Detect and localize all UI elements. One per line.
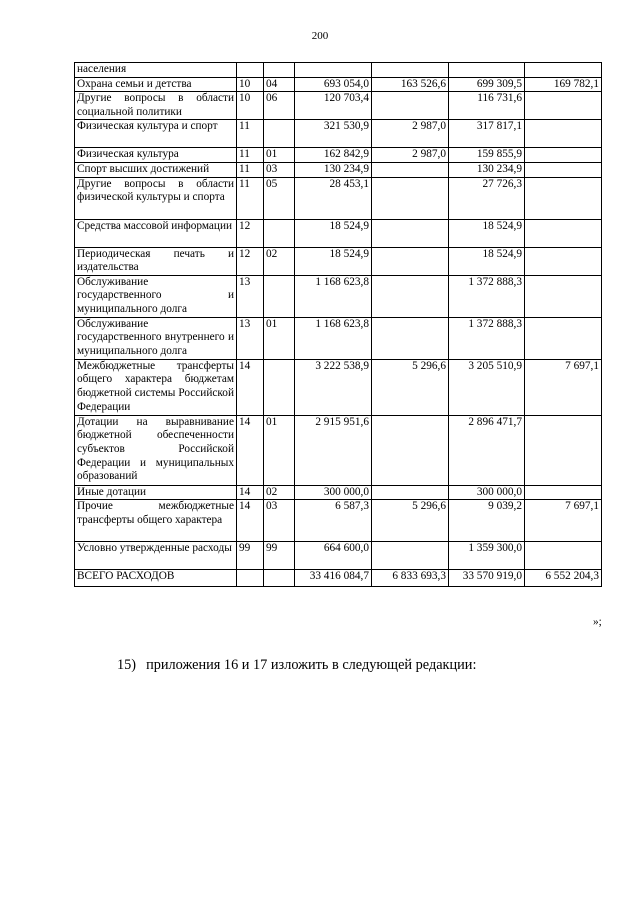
- row-value-year2-subventions: 7 697,1: [525, 500, 602, 542]
- row-name-cell: Спорт высших достижений: [75, 162, 237, 177]
- row-value-year1: 1 168 623,8: [295, 275, 372, 317]
- table-row: [75, 92, 602, 120]
- row-subsection-code: 02: [264, 247, 295, 275]
- row-value-year1-subventions: [372, 415, 449, 485]
- row-value-year1: 300 000,0: [295, 485, 372, 500]
- row-value-year1-subventions: 6 833 693,3: [372, 570, 449, 587]
- table-row: [75, 148, 602, 163]
- row-value-year2-subventions: [525, 120, 602, 148]
- table-row: [75, 275, 602, 317]
- row-value-year1-subventions: [372, 219, 449, 247]
- row-value-year2-subventions: 7 697,1: [525, 359, 602, 415]
- row-value-year1: 693 054,0: [295, 77, 372, 92]
- row-value-year1: 130 234,9: [295, 162, 372, 177]
- row-value-year2: 159 855,9: [449, 148, 525, 163]
- table-row: [75, 63, 602, 78]
- row-value-year1-subventions: 2 987,0: [372, 148, 449, 163]
- row-value-year2: 699 309,5: [449, 77, 525, 92]
- row-name-cell: Средства массовой информации: [75, 219, 237, 247]
- row-value-year2-subventions: [525, 275, 602, 317]
- row-value-year1-subventions: [372, 92, 449, 120]
- row-name-cell: Прочие межбюджетные трансферты общего характера: [75, 500, 237, 542]
- row-name-cell: Межбюджетные трансферты общего характера бюджетам бюджетной системы Российской Федерации: [75, 359, 237, 415]
- row-subsection-code: 01: [264, 148, 295, 163]
- table-row: [75, 570, 602, 587]
- row-section-code: 14: [237, 500, 264, 542]
- table-row: [75, 359, 602, 415]
- row-value-year2: 27 726,3: [449, 177, 525, 219]
- row-name-cell: ВСЕГО РАСХОДОВ: [75, 570, 237, 587]
- row-subsection-code: [264, 359, 295, 415]
- row-name-cell: Физическая культура: [75, 148, 237, 163]
- row-value-year2: 18 524,9: [449, 219, 525, 247]
- row-value-year2-subventions: [525, 542, 602, 570]
- row-subsection-code: 04: [264, 77, 295, 92]
- row-value-year1: 664 600,0: [295, 542, 372, 570]
- row-value-year2: 1 372 888,3: [449, 317, 525, 359]
- row-value-year1: 2 915 951,6: [295, 415, 372, 485]
- row-value-year1-subventions: [372, 177, 449, 219]
- row-name-cell: Дотации на выравнивание бюджетной обеспеченности субъектов Российской Федерации и муниципальных образований: [75, 415, 237, 485]
- row-section-code: 14: [237, 485, 264, 500]
- row-section-code: 13: [237, 275, 264, 317]
- row-section-code: 12: [237, 247, 264, 275]
- row-value-year1-subventions: [372, 275, 449, 317]
- row-value-year2-subventions: [525, 219, 602, 247]
- row-value-year2: 2 896 471,7: [449, 415, 525, 485]
- row-value-year1: 6 587,3: [295, 500, 372, 542]
- row-value-year1-subventions: [372, 317, 449, 359]
- row-subsection-code: 99: [264, 542, 295, 570]
- row-section-code: 99: [237, 542, 264, 570]
- row-value-year1: 18 524,9: [295, 247, 372, 275]
- row-value-year2-subventions: [525, 247, 602, 275]
- row-value-year1: 18 524,9: [295, 219, 372, 247]
- row-value-year2-subventions: 169 782,1: [525, 77, 602, 92]
- row-subsection-code: [264, 275, 295, 317]
- row-value-year2: 130 234,9: [449, 162, 525, 177]
- row-value-year1-subventions: 163 526,6: [372, 77, 449, 92]
- amendment-paragraph: [117, 657, 476, 674]
- table-row: [75, 247, 602, 275]
- row-value-year2: 1 359 300,0: [449, 542, 525, 570]
- budget-table: [74, 62, 602, 587]
- row-value-year2-subventions: [525, 148, 602, 163]
- row-section-code: [237, 570, 264, 587]
- row-subsection-code: 02: [264, 485, 295, 500]
- row-value-year1: 162 842,9: [295, 148, 372, 163]
- row-name-cell: Физическая культура и спорт: [75, 120, 237, 148]
- row-name-cell: Обслуживание государственного и муниципального долга: [75, 275, 237, 317]
- row-value-year1: 28 453,1: [295, 177, 372, 219]
- row-value-year2: 18 524,9: [449, 247, 525, 275]
- row-subsection-code: [264, 570, 295, 587]
- row-value-year2: 116 731,6: [449, 92, 525, 120]
- row-value-year1: 321 530,9: [295, 120, 372, 148]
- row-subsection-code: 06: [264, 92, 295, 120]
- row-subsection-code: 01: [264, 317, 295, 359]
- paragraph-text: приложения 16 и 17 изложить в следующей редакции:: [146, 657, 477, 673]
- row-value-year2-subventions: [525, 415, 602, 485]
- row-subsection-code: 01: [264, 415, 295, 485]
- row-name-cell: населения: [75, 63, 237, 78]
- row-section-code: [237, 63, 264, 78]
- row-section-code: 11: [237, 177, 264, 219]
- row-value-year1-subventions: [372, 542, 449, 570]
- row-value-year1: 1 168 623,8: [295, 317, 372, 359]
- row-subsection-code: [264, 120, 295, 148]
- row-section-code: 11: [237, 162, 264, 177]
- table-row: [75, 177, 602, 219]
- row-value-year2-subventions: [525, 63, 602, 78]
- row-section-code: 11: [237, 148, 264, 163]
- row-value-year2: 33 570 919,0: [449, 570, 525, 587]
- table-row: [75, 77, 602, 92]
- row-value-year2-subventions: [525, 162, 602, 177]
- row-value-year2-subventions: [525, 317, 602, 359]
- paragraph-number: 15): [117, 657, 137, 673]
- row-value-year1: 33 416 084,7: [295, 570, 372, 587]
- row-value-year2: 9 039,2: [449, 500, 525, 542]
- row-value-year2-subventions: [525, 177, 602, 219]
- row-subsection-code: [264, 63, 295, 78]
- row-value-year2: 317 817,1: [449, 120, 525, 148]
- row-value-year2: 3 205 510,9: [449, 359, 525, 415]
- row-value-year1-subventions: [372, 162, 449, 177]
- table-row: [75, 500, 602, 542]
- row-value-year1-subventions: 5 296,6: [372, 359, 449, 415]
- table-row: [75, 219, 602, 247]
- row-value-year2: 300 000,0: [449, 485, 525, 500]
- table-row: [75, 542, 602, 570]
- table-row: [75, 485, 602, 500]
- row-value-year2-subventions: 6 552 204,3: [525, 570, 602, 587]
- row-subsection-code: 05: [264, 177, 295, 219]
- table-row: [75, 162, 602, 177]
- table-row: [75, 120, 602, 148]
- table-row: [75, 415, 602, 485]
- row-section-code: 10: [237, 92, 264, 120]
- row-value-year2-subventions: [525, 485, 602, 500]
- row-value-year1-subventions: [372, 247, 449, 275]
- row-value-year1: 120 703,4: [295, 92, 372, 120]
- row-subsection-code: 03: [264, 162, 295, 177]
- row-value-year2: 1 372 888,3: [449, 275, 525, 317]
- row-name-cell: Охрана семьи и детства: [75, 77, 237, 92]
- page-number: 200: [311, 30, 329, 42]
- row-value-year1-subventions: [372, 63, 449, 78]
- row-name-cell: Периодическая печать и издательства: [75, 247, 237, 275]
- row-section-code: 14: [237, 359, 264, 415]
- row-section-code: 11: [237, 120, 264, 148]
- row-subsection-code: 03: [264, 500, 295, 542]
- row-section-code: 10: [237, 77, 264, 92]
- row-value-year2-subventions: [525, 92, 602, 120]
- row-value-year1-subventions: 5 296,6: [372, 500, 449, 542]
- table-row: [75, 317, 602, 359]
- closing-quote-mark: »;: [593, 616, 602, 628]
- row-name-cell: Другие вопросы в области социальной политики: [75, 92, 237, 120]
- row-section-code: 14: [237, 415, 264, 485]
- row-name-cell: Иные дотации: [75, 485, 237, 500]
- row-value-year1-subventions: 2 987,0: [372, 120, 449, 148]
- row-subsection-code: [264, 219, 295, 247]
- row-name-cell: Другие вопросы в области физической культуры и спорта: [75, 177, 237, 219]
- row-value-year1: 3 222 538,9: [295, 359, 372, 415]
- row-value-year1: [295, 63, 372, 78]
- row-value-year2: [449, 63, 525, 78]
- row-name-cell: Условно утвержденные расходы: [75, 542, 237, 570]
- row-section-code: 12: [237, 219, 264, 247]
- row-name-cell: Обслуживание государственного внутреннего и муниципального долга: [75, 317, 237, 359]
- row-section-code: 13: [237, 317, 264, 359]
- row-value-year1-subventions: [372, 485, 449, 500]
